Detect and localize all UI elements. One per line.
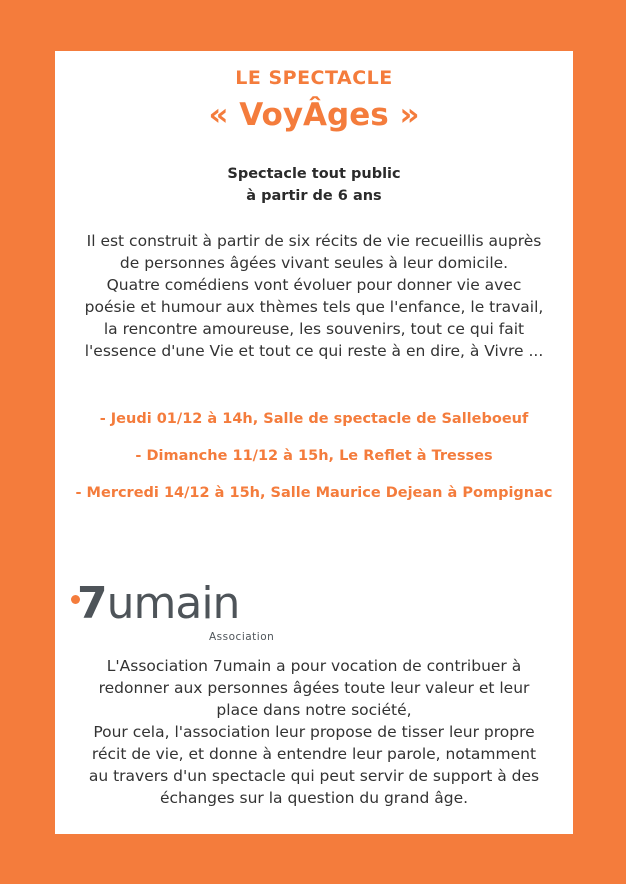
logo-seven: 7 xyxy=(77,578,107,629)
about-line: redonner aux personnes âgées toute leur valeur et leur xyxy=(98,679,530,697)
performance-dates xyxy=(55,409,573,520)
about-line: échanges sur la question du grand âge. xyxy=(159,789,469,807)
description-line: la rencontre amoureuse, les souvenirs, tout ce qui fait xyxy=(103,320,525,338)
about-line: récit de vie, et donne à entendre leur parole, notamment xyxy=(91,745,537,763)
7umain-logo xyxy=(69,579,289,649)
date-item: - Dimanche 11/12 à 15h, Le Reflet à Tresses xyxy=(135,448,493,464)
logo-wordmark xyxy=(77,579,239,629)
date-item: - Mercredi 14/12 à 15h, Salle Maurice Dejean à Pompignac xyxy=(75,485,553,501)
audience-line: Spectacle tout public xyxy=(227,166,401,182)
description-line: poésie et humour aux thèmes tels que l'enfance, le travail, xyxy=(84,298,544,316)
description-line: l'essence d'une Vie et tout ce qui reste à en dire, à Vivre ... xyxy=(84,342,544,360)
description-line: Il est construit à partir de six récits de vie recueillis auprès xyxy=(86,232,542,250)
audience-line: à partir de 6 ans xyxy=(246,188,382,204)
association-about xyxy=(69,655,559,809)
audience-info xyxy=(55,163,573,207)
logo-subtitle: Association xyxy=(209,631,275,643)
show-title: « VoyÂges » xyxy=(208,97,420,133)
flyer-card xyxy=(55,51,573,834)
about-line: au travers d'un spectacle qui peut servir de support à des xyxy=(88,767,540,785)
logo-umain: umain xyxy=(106,578,240,629)
date-item: - Jeudi 01/12 à 14h, Salle de spectacle de Salleboeuf xyxy=(99,411,529,427)
kicker-heading: LE SPECTACLE xyxy=(235,67,393,89)
about-line: Pour cela, l'association leur propose de tisser leur propre xyxy=(93,723,535,741)
show-description xyxy=(65,230,563,362)
description-line: Quatre comédiens vont évoluer pour donner vie avec xyxy=(106,276,522,294)
about-line: L'Association 7umain a pour vocation de contribuer à xyxy=(106,657,522,675)
about-line: place dans notre société, xyxy=(216,701,412,719)
description-line: de personnes âgées vivant seules à leur domicile. xyxy=(119,254,509,272)
